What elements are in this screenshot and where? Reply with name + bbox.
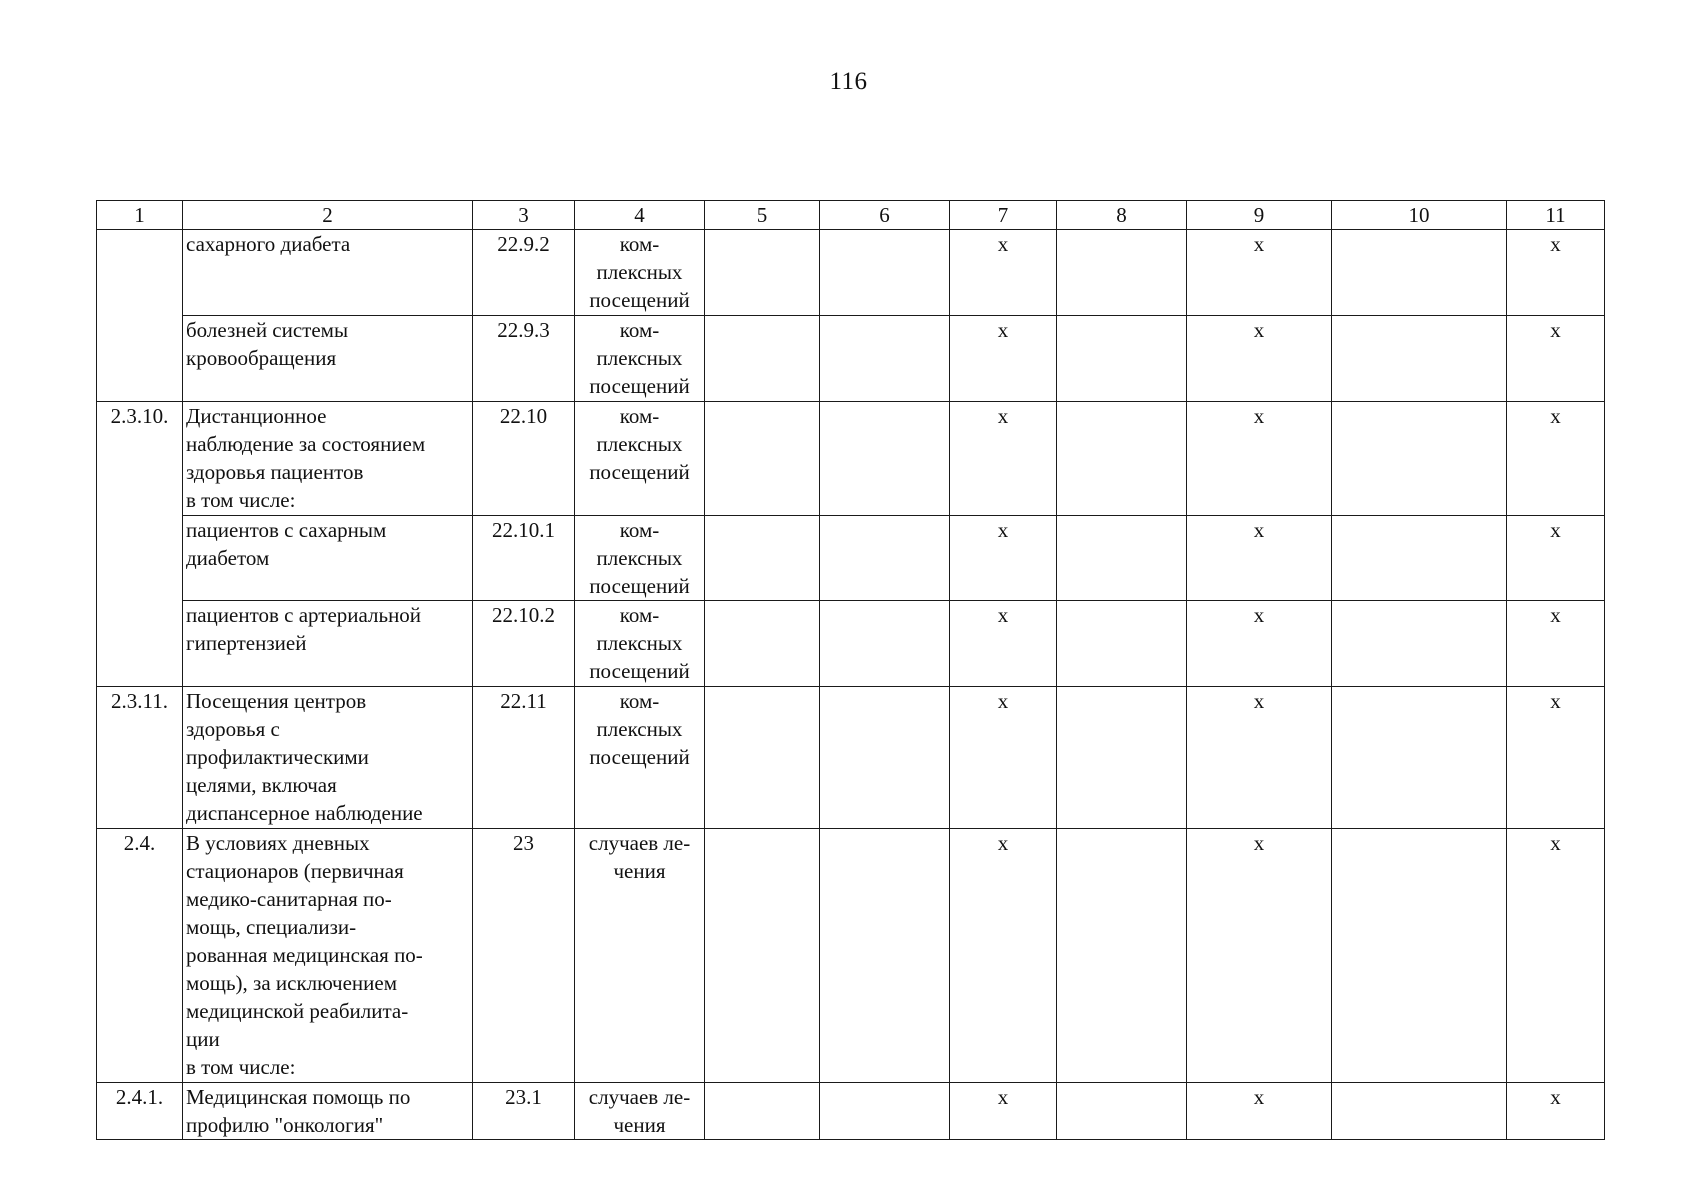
column-header: 10 xyxy=(1332,201,1507,230)
row-number-cell: 2.3.11. xyxy=(97,687,183,829)
value-cell-8 xyxy=(1057,316,1187,402)
table-row xyxy=(97,687,1605,829)
value-cell-9: х xyxy=(1187,402,1332,516)
value-cell-6 xyxy=(820,316,950,402)
unit-cell: ком- плексных посещений xyxy=(575,316,705,402)
value-cell-8 xyxy=(1057,1083,1187,1140)
value-cell-9: х xyxy=(1187,516,1332,601)
value-cell-5 xyxy=(705,687,820,829)
row-code-cell: 22.10.2 xyxy=(473,601,575,687)
value-cell-11: х xyxy=(1507,687,1605,829)
column-header: 3 xyxy=(473,201,575,230)
unit-cell: ком- плексных посещений xyxy=(575,516,705,601)
value-cell-10 xyxy=(1332,516,1507,601)
value-cell-10 xyxy=(1332,1083,1507,1140)
unit-cell: случаев ле- чения xyxy=(575,1083,705,1140)
value-cell-5 xyxy=(705,829,820,1083)
value-cell-8 xyxy=(1057,230,1187,316)
table-body xyxy=(97,230,1605,1140)
value-cell-6 xyxy=(820,230,950,316)
value-cell-9: х xyxy=(1187,316,1332,402)
column-header: 2 xyxy=(183,201,473,230)
table-row xyxy=(97,402,1605,516)
row-code-cell: 22.10.1 xyxy=(473,516,575,601)
value-cell-5 xyxy=(705,1083,820,1140)
column-header: 5 xyxy=(705,201,820,230)
indicator-name-cell: пациентов с артериальной гипертензией xyxy=(183,601,473,687)
row-number-cell xyxy=(97,230,183,402)
value-cell-9: х xyxy=(1187,1083,1332,1140)
value-cell-11: х xyxy=(1507,230,1605,316)
header-row xyxy=(97,201,1605,230)
column-header: 4 xyxy=(575,201,705,230)
value-cell-6 xyxy=(820,687,950,829)
value-cell-6 xyxy=(820,601,950,687)
value-cell-8 xyxy=(1057,402,1187,516)
value-cell-5 xyxy=(705,402,820,516)
row-code-cell: 22.10 xyxy=(473,402,575,516)
table-row xyxy=(97,1083,1605,1140)
unit-cell: ком- плексных посещений xyxy=(575,687,705,829)
value-cell-7: х xyxy=(950,829,1057,1083)
row-code-cell: 23.1 xyxy=(473,1083,575,1140)
table-row xyxy=(97,230,1605,316)
indicator-name-cell: болезней системы кровообращения xyxy=(183,316,473,402)
value-cell-10 xyxy=(1332,402,1507,516)
value-cell-10 xyxy=(1332,230,1507,316)
value-cell-5 xyxy=(705,316,820,402)
value-cell-11: х xyxy=(1507,601,1605,687)
value-cell-5 xyxy=(705,230,820,316)
value-cell-5 xyxy=(705,601,820,687)
indicator-name-cell: Медицинская помощь по профилю "онкология" xyxy=(183,1083,473,1140)
column-header: 7 xyxy=(950,201,1057,230)
value-cell-10 xyxy=(1332,687,1507,829)
value-cell-11: х xyxy=(1507,316,1605,402)
value-cell-9: х xyxy=(1187,829,1332,1083)
value-cell-8 xyxy=(1057,516,1187,601)
indicator-name-cell: Дистанционное наблюдение за состоянием здоровья пациентов в том числе: xyxy=(183,402,473,516)
table-row xyxy=(97,829,1605,1083)
table-row xyxy=(97,316,1605,402)
indicator-name-cell: сахарного диабета xyxy=(183,230,473,316)
value-cell-6 xyxy=(820,1083,950,1140)
value-cell-6 xyxy=(820,516,950,601)
data-table xyxy=(96,200,1605,1140)
value-cell-7: х xyxy=(950,687,1057,829)
row-code-cell: 22.11 xyxy=(473,687,575,829)
column-header: 6 xyxy=(820,201,950,230)
unit-cell: ком- плексных посещений xyxy=(575,601,705,687)
value-cell-11: х xyxy=(1507,516,1605,601)
unit-cell: ком- плексных посещений xyxy=(575,402,705,516)
column-header: 9 xyxy=(1187,201,1332,230)
value-cell-6 xyxy=(820,829,950,1083)
value-cell-8 xyxy=(1057,687,1187,829)
unit-cell: случаев ле- чения xyxy=(575,829,705,1083)
value-cell-5 xyxy=(705,516,820,601)
indicator-name-cell: В условиях дневных стационаров (первичная медико-санитарная по- мощь, специализи- рованная медицинская по- мощь), за исключением медицинской реабилита- ции в том числе: xyxy=(183,829,473,1083)
value-cell-10 xyxy=(1332,829,1507,1083)
value-cell-9: х xyxy=(1187,230,1332,316)
value-cell-7: х xyxy=(950,230,1057,316)
page-number: 116 xyxy=(829,68,868,95)
row-code-cell: 22.9.3 xyxy=(473,316,575,402)
value-cell-9: х xyxy=(1187,601,1332,687)
row-code-cell: 22.9.2 xyxy=(473,230,575,316)
value-cell-7: х xyxy=(950,516,1057,601)
value-cell-9: х xyxy=(1187,687,1332,829)
value-cell-7: х xyxy=(950,402,1057,516)
value-cell-11: х xyxy=(1507,402,1605,516)
value-cell-11: х xyxy=(1507,829,1605,1083)
column-header: 11 xyxy=(1507,201,1605,230)
row-number-cell: 2.4. xyxy=(97,829,183,1083)
column-header: 8 xyxy=(1057,201,1187,230)
table-row xyxy=(97,516,1605,601)
unit-cell: ком- плексных посещений xyxy=(575,230,705,316)
value-cell-10 xyxy=(1332,601,1507,687)
indicator-name-cell: Посещения центров здоровья с профилактическими целями, включая диспансерное наблюдение xyxy=(183,687,473,829)
indicator-name-cell: пациентов с сахарным диабетом xyxy=(183,516,473,601)
value-cell-7: х xyxy=(950,1083,1057,1140)
value-cell-8 xyxy=(1057,601,1187,687)
value-cell-8 xyxy=(1057,829,1187,1083)
row-number-cell: 2.4.1. xyxy=(97,1083,183,1140)
value-cell-6 xyxy=(820,402,950,516)
row-code-cell: 23 xyxy=(473,829,575,1083)
value-cell-11: х xyxy=(1507,1083,1605,1140)
value-cell-7: х xyxy=(950,316,1057,402)
table-row xyxy=(97,601,1605,687)
row-number-cell: 2.3.10. xyxy=(97,402,183,687)
value-cell-10 xyxy=(1332,316,1507,402)
column-header: 1 xyxy=(97,201,183,230)
value-cell-7: х xyxy=(950,601,1057,687)
